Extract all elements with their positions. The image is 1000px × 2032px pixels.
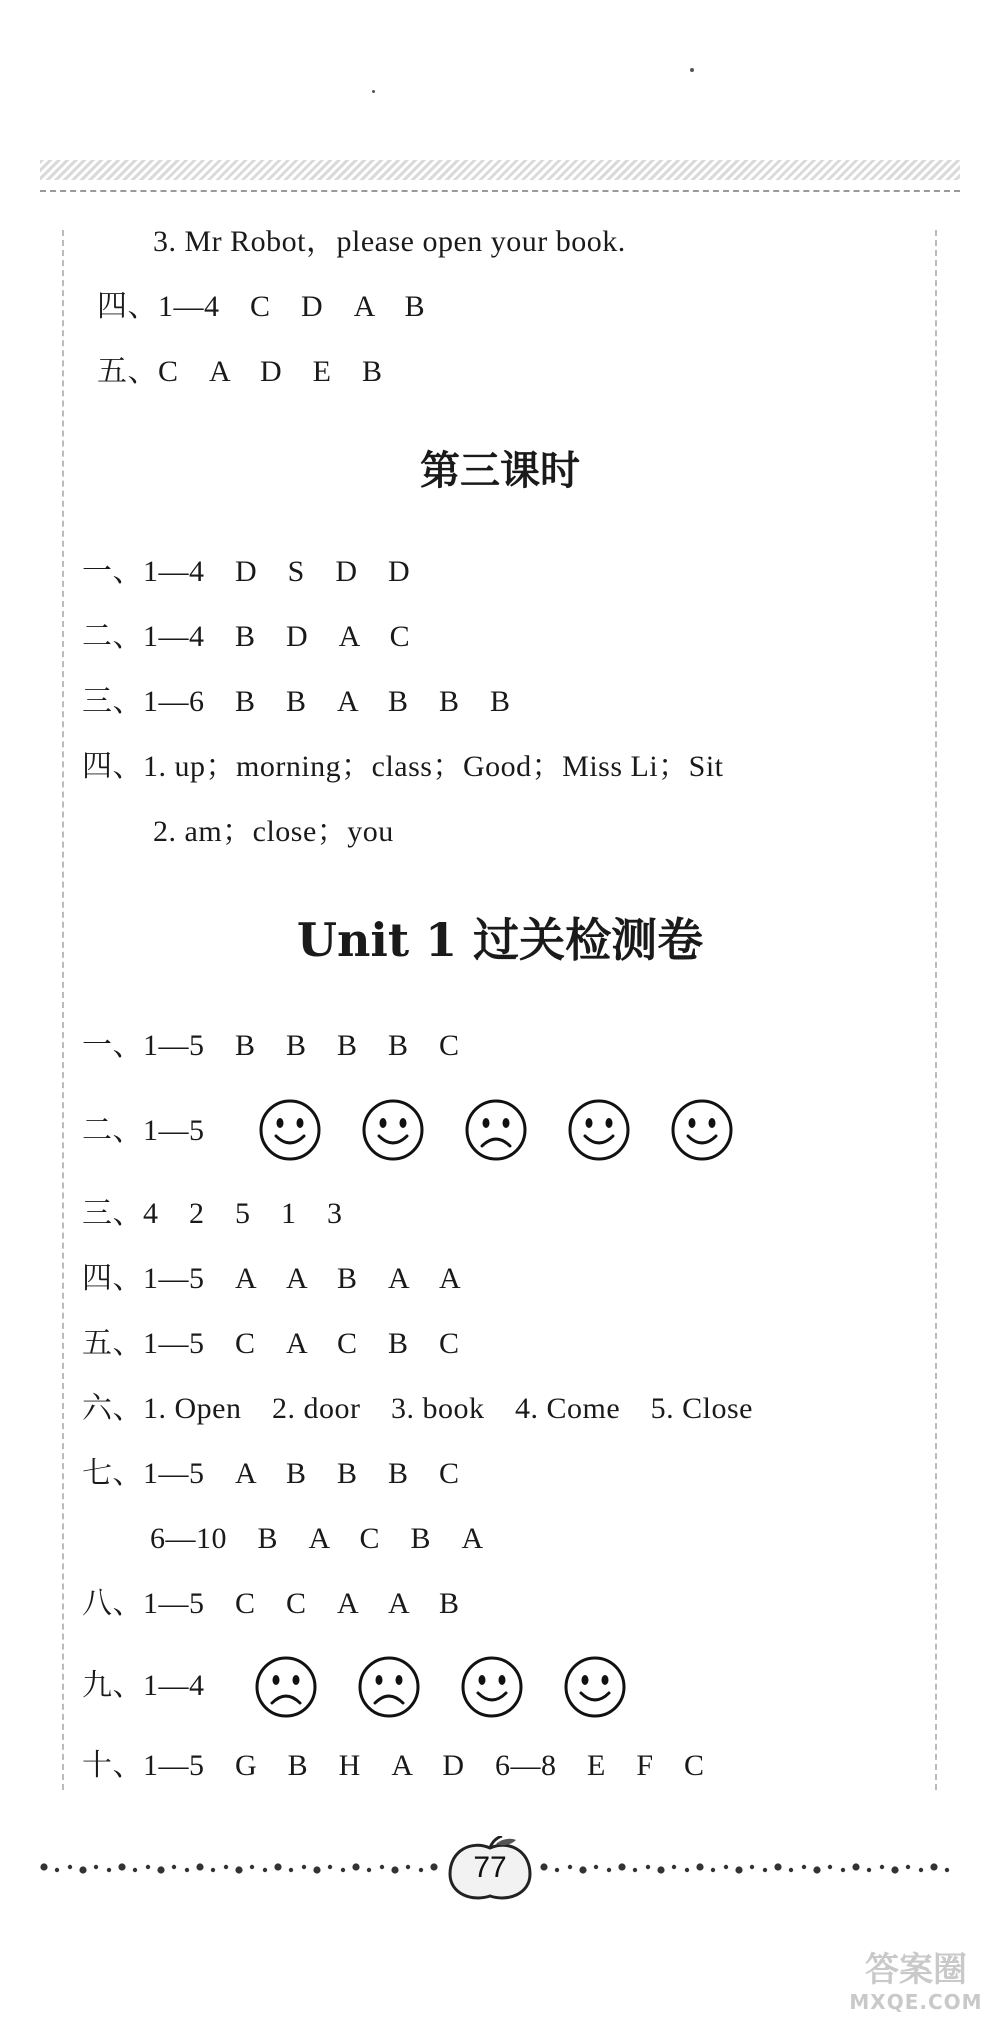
lesson3-q4a: 四、1. up；morning；class；Good；Miss Li；Sit — [82, 750, 724, 783]
unit-q1: 一、1—5 B B B B C — [82, 1029, 460, 1062]
unit-q3: 三、4 2 5 1 3 — [82, 1197, 343, 1230]
header-dashed-rule — [40, 190, 960, 192]
smiley-face-icon — [567, 1098, 631, 1162]
unit-q8: 八、1—5 C C A A B — [82, 1587, 460, 1620]
smiley-face-icon — [563, 1655, 627, 1719]
footer-dots-left — [40, 1858, 440, 1878]
unit-q2-label: 二、1—5 — [82, 1114, 205, 1147]
smiley-face-icon — [361, 1098, 425, 1162]
unit-q9-label: 九、1—4 — [82, 1669, 205, 1702]
lesson3-heading: 第三课时 — [420, 448, 580, 494]
lesson3-q3: 三、1—6 B B A B B B — [82, 685, 511, 718]
sad-face-icon — [357, 1655, 421, 1719]
unit-q7b: 6—10 B A C B A — [150, 1522, 484, 1555]
lesson3-q4b: 2. am；close；you — [153, 815, 394, 848]
sad-face-icon — [464, 1098, 528, 1162]
smiley-face-icon — [460, 1655, 524, 1719]
sad-face-icon — [254, 1655, 318, 1719]
lesson3-q1: 一、1—4 D S D D — [82, 555, 411, 588]
scan-speck — [690, 68, 694, 72]
unit-q7a: 七、1—5 A B B B C — [82, 1457, 460, 1490]
footer-dots-right — [540, 1858, 960, 1878]
page-number: 77 — [473, 1851, 507, 1884]
unit-q10: 十、1—5 G B H A D 6—8 E F C — [82, 1749, 705, 1782]
unit-test-heading: Unit 1 过关检测卷 — [296, 913, 704, 967]
watermark-url: MXQE.COM — [849, 1990, 983, 2014]
answer-line-q4-top: 四、1—4 C D A B — [97, 290, 426, 323]
site-watermark — [832, 1950, 1000, 2020]
scan-speck — [372, 90, 375, 93]
watermark-chinese: 答案圈 — [865, 1950, 967, 1990]
header-hatch-band — [40, 160, 960, 180]
answer-line-robot: 3. Mr Robot，please open your book. — [153, 225, 626, 258]
unit-q5: 五、1—5 C A C B C — [82, 1327, 460, 1360]
answer-line-q5-top: 五、C A D E B — [97, 355, 383, 388]
smiley-face-icon — [258, 1098, 322, 1162]
unit-q4: 四、1—5 A A B A A — [82, 1262, 462, 1295]
lesson3-q2: 二、1—4 B D A C — [82, 620, 411, 653]
smiley-face-icon — [670, 1098, 734, 1162]
unit-q6: 六、1. Open 2. door 3. book 4. Come 5. Close — [82, 1392, 753, 1425]
